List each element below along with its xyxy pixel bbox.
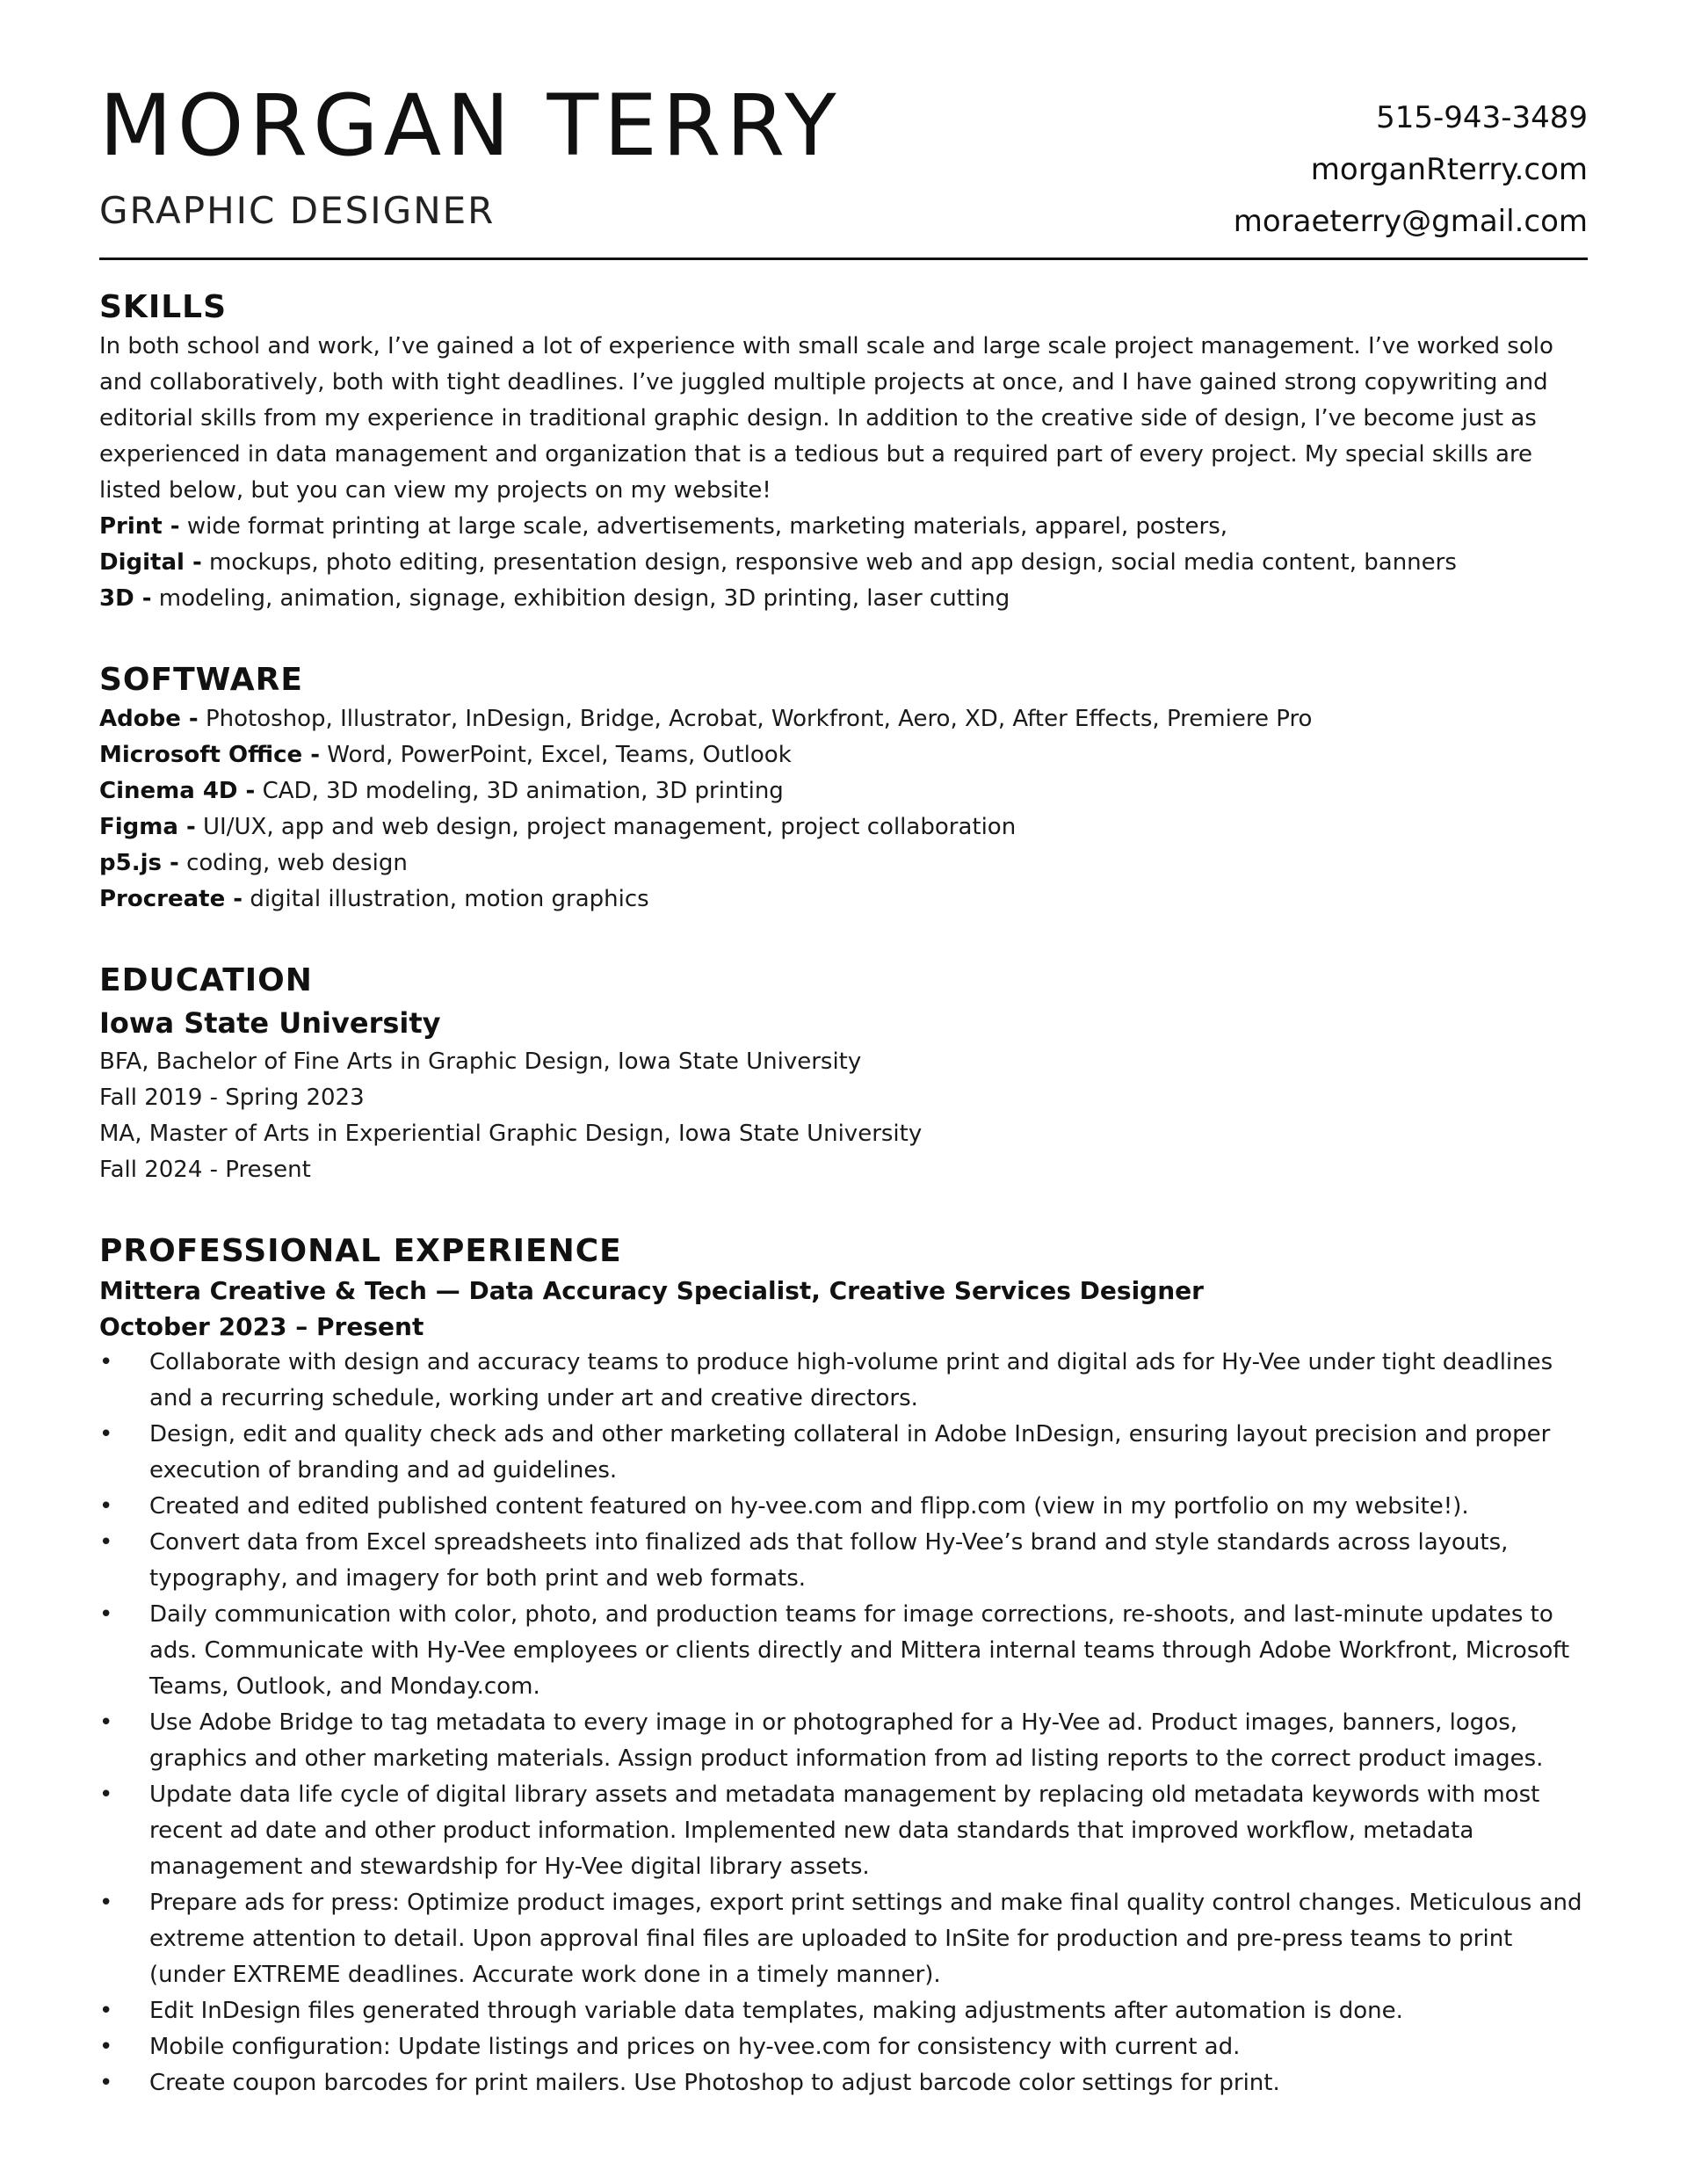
list-item <box>99 1993 1588 2029</box>
software-line-figma <box>99 809 1588 845</box>
skill-label: Print - <box>99 513 180 540</box>
software-label: Cinema 4D - <box>99 778 256 804</box>
software-section <box>99 659 1588 918</box>
list-item <box>99 1705 1588 1777</box>
bullet-dot: • <box>99 2034 113 2060</box>
list-item <box>99 1417 1588 1489</box>
contact-block <box>1234 92 1588 248</box>
software-line-cinema4d <box>99 773 1588 809</box>
bullet-text: Design, edit and quality check ads and other marketing collateral in Adobe InDesign, ensuring layout precision and proper execution of branding and ad guidelines. <box>149 1421 1551 1484</box>
software-text: UI/UX, app and web design, project management, project collaboration <box>195 814 1017 840</box>
skill-label: Digital - <box>99 549 202 576</box>
bullet-dot: • <box>99 1601 113 1628</box>
list-item <box>99 2029 1588 2065</box>
job-dates: October 2023 – Present <box>99 1312 424 1341</box>
software-label: Procreate - <box>99 886 243 912</box>
software-line-p5js <box>99 845 1588 882</box>
bullet-text: Daily communication with color, photo, and production teams for image corrections, re-shoots, and last-minute updates to ads. Communicate with Hy-Vee employees or clients directly and Mittera internal teams through Adobe Workfront, Microsoft Teams, Outlook, and Monday.com. <box>149 1601 1570 1700</box>
bullet-text: Edit InDesign files generated through variable data templates, making adjustments after automation is done. <box>149 1998 1403 2024</box>
section-title: EDUCATION <box>99 962 313 998</box>
school-name: Iowa State University <box>99 1006 441 1040</box>
bullet-dot: • <box>99 1529 113 1556</box>
bullet-text: Convert data from Excel spreadsheets into finalized ads that follow Hy-Vee’s brand and style standards across layouts, typography, and imagery for both print and web formats. <box>149 1529 1509 1592</box>
bullet-dot: • <box>99 1493 113 1520</box>
software-line-adobe <box>99 701 1588 737</box>
list-item <box>99 1885 1588 1993</box>
list-item <box>99 1597 1588 1705</box>
skill-label: 3D - <box>99 585 152 612</box>
bullet-dot: • <box>99 1998 113 2024</box>
list-item <box>99 1777 1588 1885</box>
bullet-dot: • <box>99 2070 113 2096</box>
bullet-text: Create coupon barcodes for print mailers. Use Photoshop to adjust barcode color settings for print. <box>149 2070 1280 2096</box>
candidate-role: GRAPHIC DESIGNER <box>99 189 496 232</box>
list-item <box>99 1489 1588 1525</box>
bullet-dot: • <box>99 1890 113 1916</box>
software-label: Figma - <box>99 814 196 840</box>
software-label: p5.js - <box>99 850 179 876</box>
software-label: Adobe - <box>99 706 199 732</box>
experience-section <box>99 1230 1588 2101</box>
software-text: coding, web design <box>178 850 408 876</box>
job-title: Mittera Creative & Tech — Data Accuracy Specialist, Creative Services Designer <box>99 1276 1204 1305</box>
bullet-text: Created and edited published content featured on hy-vee.com and flipp.com (view in my portfolio on my website!). <box>149 1493 1469 1520</box>
website-link[interactable]: morganRterry.com <box>1310 152 1588 187</box>
skill-text: wide format printing at large scale, advertisements, marketing materials, apparel, posters, <box>179 513 1227 540</box>
education-line: Fall 2019 - Spring 2023 <box>99 1085 365 1111</box>
section-title: SKILLS <box>99 289 228 325</box>
list-item <box>99 2065 1588 2101</box>
skill-line-print <box>99 509 1588 545</box>
education-line: MA, Master of Arts in Experiential Graphic Design, Iowa State University <box>99 1121 923 1147</box>
software-label: Microsoft Office - <box>99 742 320 768</box>
skills-section <box>99 287 1588 617</box>
candidate-name: MORGAN TERRY <box>99 76 842 175</box>
software-text: CAD, 3D modeling, 3D animation, 3D printing <box>255 778 784 804</box>
skill-line-digital <box>99 545 1588 581</box>
email-link[interactable]: moraeterry@gmail.com <box>1233 204 1588 239</box>
resume-header <box>99 76 1588 260</box>
section-title: PROFESSIONAL EXPERIENCE <box>99 1233 622 1269</box>
education-section <box>99 960 1588 1188</box>
software-line-microsoft <box>99 737 1588 773</box>
education-line: Fall 2024 - Present <box>99 1157 311 1183</box>
bullet-dot: • <box>99 1349 113 1375</box>
software-line-procreate <box>99 882 1588 918</box>
software-text: digital illustration, motion graphics <box>243 886 649 912</box>
skill-text: mockups, photo editing, presentation design, responsive web and app design, social media content, banners <box>201 549 1457 576</box>
bullet-text: Use Adobe Bridge to tag metadata to every image in or photographed for a Hy-Vee ad. Product images, banners, logos, graphics and other marketing materials. Assign product information from ad listing reports to the correct product images. <box>149 1709 1544 1772</box>
software-text: Word, PowerPoint, Excel, Teams, Outlook <box>320 742 792 768</box>
software-text: Photoshop, Illustrator, InDesign, Bridge, Acrobat, Workfront, Aero, XD, After Effects, Premiere Pro <box>198 706 1313 732</box>
experience-bullets <box>99 1345 1588 2101</box>
education-line: BFA, Bachelor of Fine Arts in Graphic Design, Iowa State University <box>99 1048 862 1075</box>
phone-number: 515-943-3489 <box>1376 100 1588 135</box>
skill-text: modeling, animation, signage, exhibition design, 3D printing, laser cutting <box>151 585 1010 612</box>
skill-line-3d <box>99 581 1588 617</box>
bullet-text: Mobile configuration: Update listings and prices on hy-vee.com for consistency with current ad. <box>149 2034 1241 2060</box>
bullet-text: Update data life cycle of digital library assets and metadata management by replacing old metadata keywords with most recent ad date and other product information. Implemented new data standards that improved workflow, metadata management and stewardship for Hy-Vee digital library assets. <box>149 1781 1540 1880</box>
list-item <box>99 1525 1588 1597</box>
section-title: SOFTWARE <box>99 662 303 698</box>
bullet-text: Collaborate with design and accuracy teams to produce high-volume print and digital ads for Hy-Vee under tight deadlines and a recurring schedule, working under art and creative directors. <box>149 1349 1553 1411</box>
bullet-dot: • <box>99 1781 113 1808</box>
skills-summary: In both school and work, I’ve gained a lot of experience with small scale and large scale project management. I’ve worked solo and collaboratively, both with tight deadlines. I’ve juggled multiple projects at once, and I have gained strong copywriting and editorial skills from my experience in traditional graphic design. In addition to the creative side of design, I’ve become just as experienced in data management and organization that is a tedious but a required part of every project. My special skills are listed below, but you can view my projects on my website! <box>99 333 1553 504</box>
bullet-text: Prepare ads for press: Optimize product images, export print settings and make final quality control changes. Meticulous and extreme attention to detail. Upon approval final files are uploaded to InSite for production and pre-press teams to print (under EXTREME deadlines. Accurate work done in a timely manner). <box>149 1890 1582 1988</box>
bullet-dot: • <box>99 1421 113 1448</box>
list-item <box>99 1345 1588 1417</box>
bullet-dot: • <box>99 1709 113 1736</box>
